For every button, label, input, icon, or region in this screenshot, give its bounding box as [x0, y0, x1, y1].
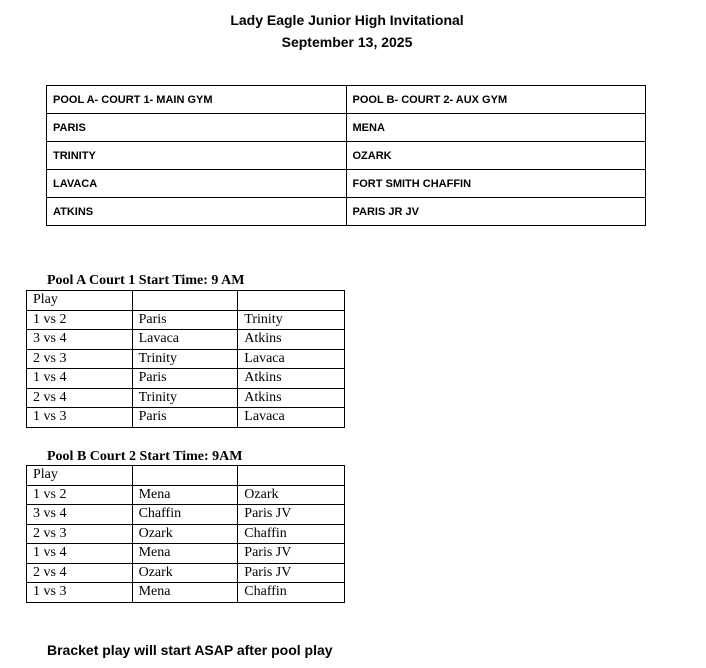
matchup-cell: 2 vs 4 [27, 563, 133, 583]
table-row [47, 86, 646, 114]
table-row [27, 388, 345, 408]
page-title: Lady Eagle Junior High Invitational [230, 12, 464, 28]
event-date: September 13, 2025 [281, 34, 413, 50]
team1-cell: Paris [132, 310, 238, 330]
table-row [27, 563, 345, 583]
pool-assignment-table [46, 85, 646, 226]
pool-a-team: ATKINS [47, 198, 347, 226]
matchup-cell: 1 vs 3 [27, 583, 133, 603]
team2-cell: Atkins [238, 330, 345, 350]
empty-header-cell [132, 466, 238, 486]
play-header: Play [27, 466, 133, 486]
table-row [27, 349, 345, 369]
team2-cell: Paris JV [238, 505, 345, 525]
table-row [27, 544, 345, 564]
team1-cell: Mena [132, 544, 238, 564]
empty-header-cell [238, 291, 345, 311]
pool-a-schedule-table [26, 290, 345, 428]
team1-cell: Ozark [132, 563, 238, 583]
play-header: Play [27, 291, 133, 311]
team2-cell: Atkins [238, 369, 345, 389]
empty-header-cell [238, 466, 345, 486]
pool-b-team: OZARK [346, 142, 646, 170]
pool-a-team: TRINITY [47, 142, 347, 170]
table-row [27, 408, 345, 428]
table-row [27, 369, 345, 389]
pool-b-team: MENA [346, 114, 646, 142]
table-row [27, 485, 345, 505]
matchup-cell: 2 vs 4 [27, 388, 133, 408]
team1-cell: Mena [132, 485, 238, 505]
table-header-row [27, 291, 345, 311]
team2-cell: Chaffin [238, 524, 345, 544]
bracket-note: Bracket play will start ASAP after pool play [47, 642, 333, 658]
matchup-cell: 3 vs 4 [27, 505, 133, 525]
matchup-cell: 2 vs 3 [27, 349, 133, 369]
empty-header-cell [132, 291, 238, 311]
team1-cell: Lavaca [132, 330, 238, 350]
matchup-cell: 1 vs 3 [27, 408, 133, 428]
team1-cell: Trinity [132, 349, 238, 369]
matchup-cell: 2 vs 3 [27, 524, 133, 544]
pool-b-schedule-table [26, 465, 345, 603]
matchup-cell: 3 vs 4 [27, 330, 133, 350]
table-row [27, 310, 345, 330]
pool-a-team: PARIS [47, 114, 347, 142]
pool-b-header: POOL B- COURT 2- AUX GYM [346, 86, 646, 114]
table-row [27, 583, 345, 603]
team2-cell: Atkins [238, 388, 345, 408]
pool-b-team: PARIS JR JV [346, 198, 646, 226]
table-row [47, 170, 646, 198]
table-row [47, 142, 646, 170]
team1-cell: Paris [132, 369, 238, 389]
team2-cell: Paris JV [238, 544, 345, 564]
pool-b-team: FORT SMITH CHAFFIN [346, 170, 646, 198]
team1-cell: Paris [132, 408, 238, 428]
pool-a-schedule-title: Pool A Court 1 Start Time: 9 AM [47, 273, 245, 288]
table-row [27, 505, 345, 525]
team2-cell: Trinity [238, 310, 345, 330]
matchup-cell: 1 vs 2 [27, 485, 133, 505]
team1-cell: Ozark [132, 524, 238, 544]
table-row [47, 114, 646, 142]
team2-cell: Paris JV [238, 563, 345, 583]
table-row [27, 330, 345, 350]
team1-cell: Chaffin [132, 505, 238, 525]
matchup-cell: 1 vs 4 [27, 369, 133, 389]
table-row [27, 524, 345, 544]
team2-cell: Chaffin [238, 583, 345, 603]
pool-a-header: POOL A- COURT 1- MAIN GYM [47, 86, 347, 114]
team2-cell: Lavaca [238, 349, 345, 369]
team2-cell: Ozark [238, 485, 345, 505]
matchup-cell: 1 vs 2 [27, 310, 133, 330]
pool-b-schedule-title: Pool B Court 2 Start Time: 9AM [47, 449, 243, 464]
matchup-cell: 1 vs 4 [27, 544, 133, 564]
table-header-row [27, 466, 345, 486]
pool-a-team: LAVACA [47, 170, 347, 198]
team2-cell: Lavaca [238, 408, 345, 428]
table-row [47, 198, 646, 226]
team1-cell: Mena [132, 583, 238, 603]
team1-cell: Trinity [132, 388, 238, 408]
